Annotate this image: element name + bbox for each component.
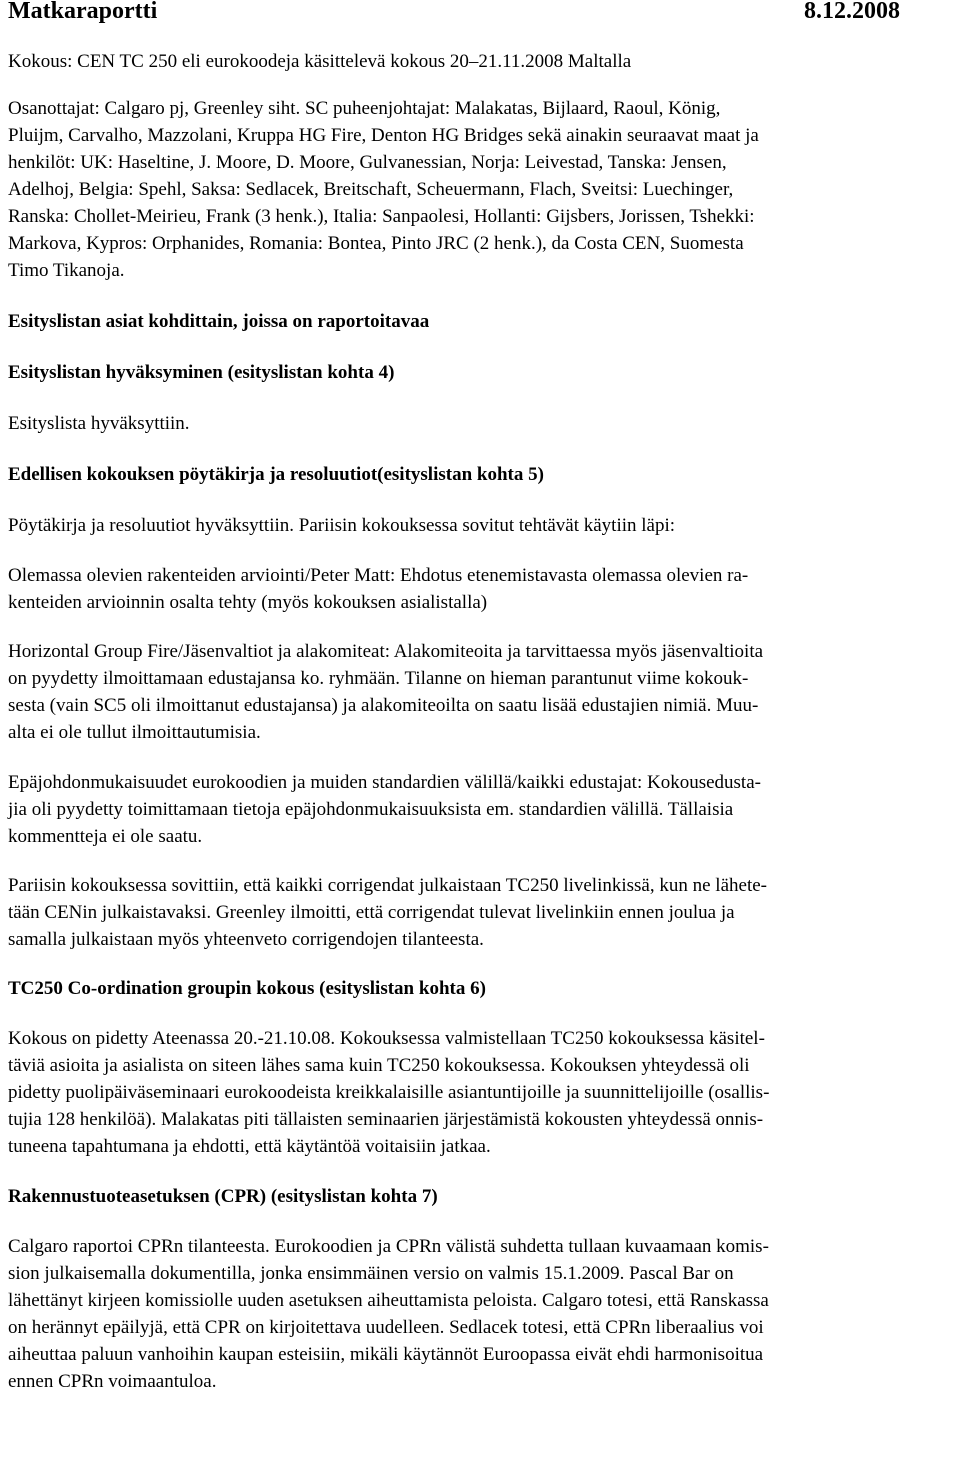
paragraph-line: Horizontal Group Fire/Jäsenvaltiot ja alakomiteat: Alakomiteoita ja tarvittaessa myös jäsenvaltioita [8, 641, 764, 662]
participants-line: Timo Tikanoja. [8, 260, 125, 281]
paragraph-line: samalla julkaistaan myös yhteenveto corrigendojen tilanteesta. [8, 929, 484, 950]
agenda-heading: Esityslistan asiat kohdittain, joissa on raportoitavaa [8, 311, 430, 332]
report-header [8, 0, 952, 25]
participants-line: Pluijm, Carvalho, Mazzolani, Kruppa HG Fire, Denton HG Bridges sekä ainakin seuraavat maat ja [8, 125, 759, 146]
item6-paragraph [8, 1025, 952, 1160]
report-date: 8.12.2008 [804, 0, 900, 24]
item4-heading: Esityslistan hyväksyminen (esityslistan kohta 4) [8, 362, 395, 383]
inconsistencies-paragraph [8, 769, 952, 850]
paragraph-line: jia oli pyydetty toimittamaan tietoja epäjohdonmukaisuuksista em. standardien välillä. Tällaisia [8, 799, 734, 820]
item7-heading: Rakennustuoteasetuksen (CPR) (esityslistan kohta 7) [8, 1186, 438, 1207]
assessment-paragraph [8, 562, 952, 616]
paragraph-line: on pyydetty ilmoittamaan edustajansa ko. ryhmään. Tilanne on hieman parantunut viime kokouk- [8, 668, 749, 689]
report-title: Matkaraportti [8, 0, 158, 24]
paragraph-line: Epäjohdonmukaisuudet eurokoodien ja muiden standardien välillä/kaikki edustajat: Kokousedusta- [8, 772, 761, 793]
meeting-line: Kokous: CEN TC 250 eli eurokoodeja käsittelevä kokous 20–21.11.2008 Maltalla [8, 51, 632, 72]
participants-line: Osanottajat: Calgaro pj, Greenley siht. SC puheenjohtajat: Malakatas, Bijlaard, Raoul, König, [8, 98, 721, 119]
paragraph-line: sion julkaisemalla dokumentilla, jonka ensimmäinen versio on valmis 15.1.2009. Pascal Bar on [8, 1263, 734, 1284]
paragraph-line: sesta (vain SC5 oli ilmoittanut edustajansa) ja alakomiteoilta on saatu lisää edustajien nimiä. Muu- [8, 695, 759, 716]
paragraph-line: ennen CPRn voimaantuloa. [8, 1371, 217, 1392]
paragraph-line: pidetty puolipäiväseminaari eurokoodeista kreikkalaisille asiantuntijoille ja suunnittelijoille (osallis- [8, 1082, 770, 1103]
paragraph-line: tuneena tapahtumana ja ehdotti, että käytäntöä voitaisiin jatkaa. [8, 1136, 491, 1157]
paragraph-line: Olemassa olevien rakenteiden arviointi/Peter Matt: Ehdotus etenemistavasta olemassa olevien ra- [8, 565, 749, 586]
paragraph-line: alta ei ole tullut ilmoittautumisia. [8, 722, 261, 743]
item4-text: Esityslista hyväksyttiin. [8, 413, 190, 434]
document-page [8, 0, 952, 1395]
participants-line: Adelhoj, Belgia: Spehl, Saksa: Sedlacek, Breitschaft, Scheuermann, Flach, Sveitsi: Luechinger, [8, 179, 734, 200]
paragraph-line: täviä asioita ja asialista on siteen lähes sama kuin TC250 kokouksessa. Kokouksen yhteydessä oli [8, 1055, 750, 1076]
participants-line: Ranska: Chollet-Meirieu, Frank (3 henk.), Italia: Sanpaolesi, Hollanti: Gijsbers, Jorissen, Tshekki: [8, 206, 755, 227]
item7-paragraph [8, 1233, 952, 1395]
item5-heading: Edellisen kokouksen pöytäkirja ja resoluutiot(esityslistan kohta 5) [8, 464, 544, 485]
paragraph-line: kommentteja ei ole saatu. [8, 826, 203, 847]
paragraph-line: Pariisin kokouksessa sovittiin, että kaikki corrigendat julkaistaan TC250 livelinkissä, kun ne lähete- [8, 875, 767, 896]
horizontal-group-paragraph [8, 638, 952, 746]
paragraph-line: on herännyt epäilyjä, että CPR on kirjoitettava uudelleen. Sedlacek totesi, että CPRn liberaalius voi [8, 1317, 764, 1338]
participants-line: henkilöt: UK: Haseltine, J. Moore, D. Moore, Gulvanessian, Norja: Leivestad, Tanska: Jensen, [8, 152, 727, 173]
item5-text: Pöytäkirja ja resoluutiot hyväksyttiin. Pariisin kokouksessa sovitut tehtävät käytiin läpi: [8, 515, 676, 536]
item6-heading: TC250 Co-ordination groupin kokous (esityslistan kohta 6) [8, 978, 486, 999]
paragraph-line: lähettänyt kirjeen komissiolle uuden asetuksen aiheuttamista peloista. Calgaro totesi, että Ranskassa [8, 1290, 769, 1311]
paragraph-line: kenteiden arvioinnin osalta tehty (myös kokouksen asialistalla) [8, 592, 488, 613]
corrigenda-paragraph [8, 872, 952, 953]
paragraph-line: aiheuttaa paluun vanhoihin kaupan esteisiin, mikäli käytännöt Euroopassa eivät ehdi harmonisoitua [8, 1344, 764, 1365]
paragraph-line: tujia 128 henkilöä). Malakatas piti tällaisten seminaarien järjestämistä kokousten yhteydessä onnis- [8, 1109, 764, 1130]
paragraph-line: tään CENin julkaistavaksi. Greenley ilmoitti, että corrigendat tulevat livelinkiin ennen joulua ja [8, 902, 735, 923]
paragraph-line: Kokous on pidetty Ateenassa 20.-21.10.08. Kokouksessa valmistellaan TC250 kokouksessa käsitel- [8, 1028, 765, 1049]
participants-paragraph [8, 95, 952, 284]
paragraph-line: Calgaro raportoi CPRn tilanteesta. Eurokoodien ja CPRn välistä suhdetta tullaan kuvaamaan komis- [8, 1236, 769, 1257]
participants-line: Markova, Kypros: Orphanides, Romania: Bontea, Pinto JRC (2 henk.), da Costa CEN, Suomesta [8, 233, 744, 254]
